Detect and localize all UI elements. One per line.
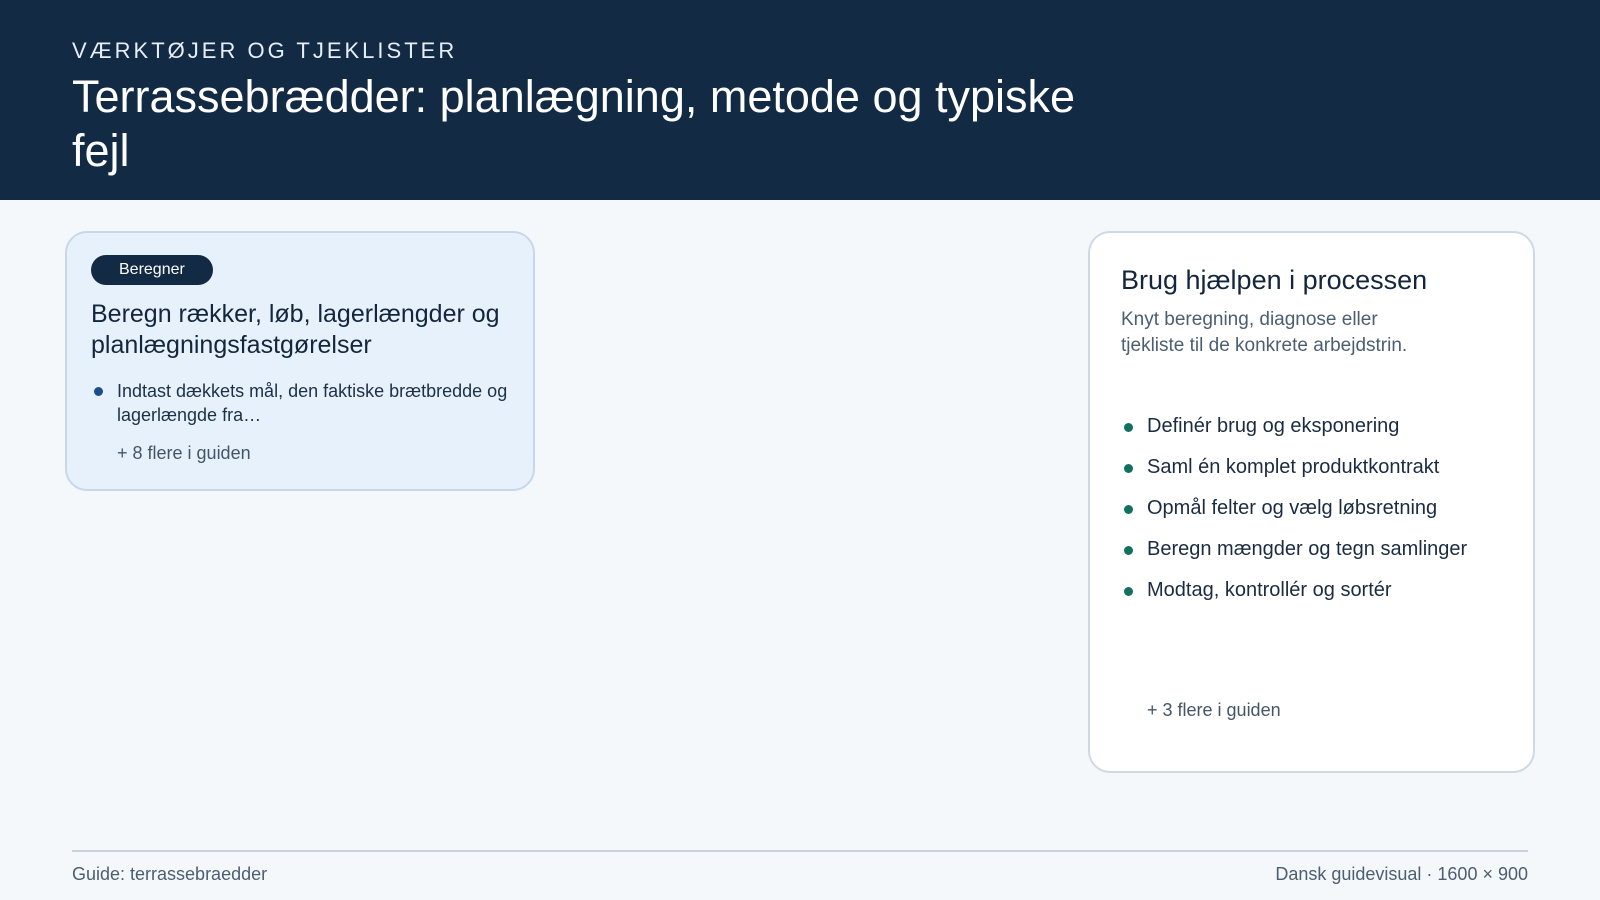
list-item: [1121, 577, 1511, 604]
footer-guide-label: Guide: terrassebraedder: [72, 864, 268, 884]
calculator-heading: Beregn rækker, løb, lagerlængder og planlægningsfastgørelser: [91, 300, 500, 359]
bullet-icon: [1124, 587, 1133, 596]
list-item: [1121, 454, 1511, 481]
list-item-text: Modtag, kontrollér og sortér: [1147, 579, 1392, 601]
section-eyebrow: VÆRKTØJER OG TJEKLISTER: [72, 38, 458, 63]
list-item: [1121, 413, 1511, 440]
process-card: [1088, 231, 1535, 773]
footer-meta-label: Dansk guidevisual · 1600 × 900: [1275, 864, 1528, 884]
list-item-text: Indtast dækkets mål, den faktiske brætbredde og lagerlængde fra…: [117, 381, 508, 425]
list-item-text: Saml én komplet produktkontrakt: [1147, 456, 1440, 478]
page-title: Terrassebrædder: planlægning, metode og typiske fejl: [72, 71, 1076, 176]
calculator-list: [91, 379, 511, 427]
list-item: [91, 379, 511, 427]
bullet-icon: [94, 387, 103, 396]
process-heading: Brug hjælpen i processen: [1121, 265, 1428, 295]
calculator-card[interactable]: [65, 231, 535, 491]
list-item-text: Beregn mængder og tegn samlinger: [1147, 538, 1468, 560]
list-item-text: Definér brug og eksponering: [1147, 415, 1400, 437]
bullet-icon: [1124, 423, 1133, 432]
bullet-icon: [1124, 546, 1133, 555]
process-list: [1121, 413, 1511, 618]
bullet-icon: [1124, 464, 1133, 473]
list-item: [1121, 536, 1511, 563]
process-more-link[interactable]: + 3 flere i guiden: [1147, 700, 1281, 720]
header-banner: [0, 0, 1600, 200]
calculator-more-link[interactable]: + 8 flere i guiden: [117, 443, 251, 463]
list-item-text: Opmål felter og vælg løbsretning: [1147, 497, 1438, 519]
bullet-icon: [1124, 505, 1133, 514]
calculator-badge: Beregner: [91, 255, 213, 285]
footer-divider: [72, 850, 1528, 852]
process-subtitle: Knyt beregning, diagnose eller tjekliste til de konkrete arbejdstrin.: [1121, 309, 1408, 356]
list-item: [1121, 495, 1511, 522]
